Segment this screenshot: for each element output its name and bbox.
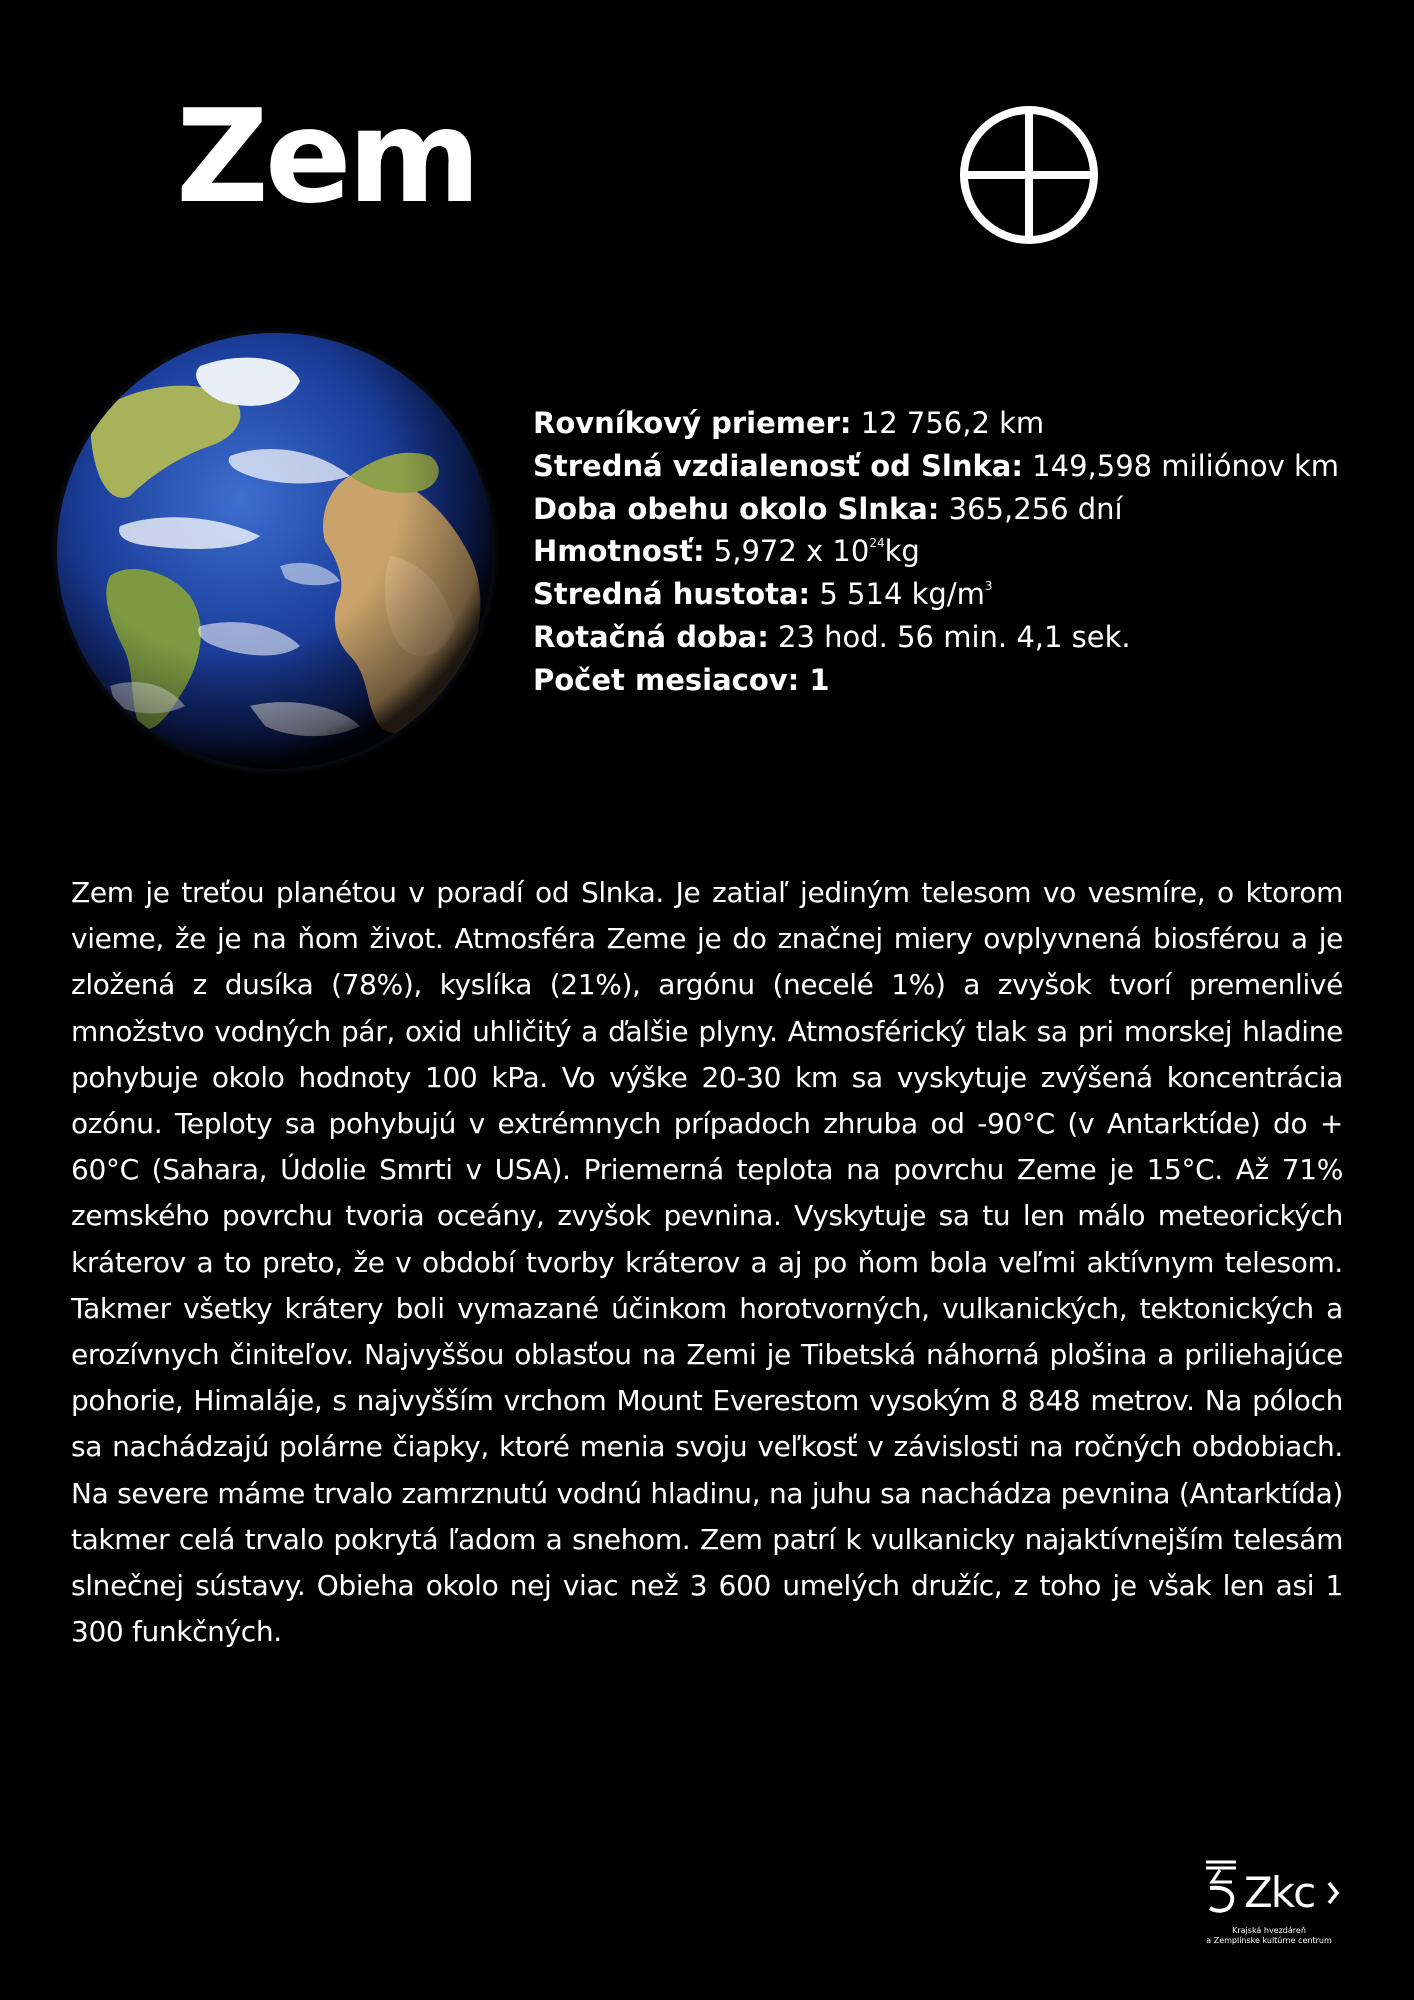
logo-subtitle-line2: a Zemplínske kultúrne centrum bbox=[1206, 1936, 1332, 1945]
fact-label: Doba obehu okolo Slnka: bbox=[533, 491, 940, 526]
chevron-right-icon bbox=[1326, 1880, 1340, 1906]
fact-value: 1 bbox=[799, 662, 830, 697]
fact-exponent: 24 bbox=[869, 536, 885, 551]
fact-mass bbox=[533, 530, 1339, 573]
fact-exponent: 3 bbox=[984, 579, 993, 594]
fact-value: 365,256 dní bbox=[939, 491, 1123, 526]
facts-list bbox=[533, 402, 1339, 702]
page-title: Zem bbox=[176, 83, 477, 232]
zkc-logo bbox=[1200, 1856, 1350, 1956]
fact-value: 149,598 miliónov km bbox=[1022, 448, 1340, 483]
fact-moon-count bbox=[533, 659, 1339, 702]
earth-globe-image bbox=[50, 326, 500, 776]
fact-label: Rotačná doba: bbox=[533, 619, 769, 654]
fact-label: Rovníkový priemer: bbox=[533, 406, 852, 440]
fact-label: Počet mesiacov: bbox=[533, 662, 800, 697]
fact-value: 5 514 kg/m bbox=[810, 577, 985, 612]
fact-label: Stredná vzdialenosť od Slnka: bbox=[533, 448, 1023, 483]
earth-symbol-icon bbox=[958, 104, 1100, 246]
fact-mean-density bbox=[533, 573, 1339, 616]
fact-equatorial-diameter bbox=[533, 402, 1339, 445]
fact-label: Stredná hustota: bbox=[533, 577, 811, 612]
fact-rotation-period bbox=[533, 616, 1339, 659]
fact-orbital-period bbox=[533, 488, 1339, 531]
fact-mean-distance bbox=[533, 445, 1339, 488]
logo-subtitle-line1: Krajská hvezdáreň bbox=[1232, 1926, 1306, 1935]
fact-label: Hmotnosť: bbox=[533, 534, 705, 569]
fact-unit: kg bbox=[884, 534, 920, 569]
fact-value: 12 756,2 km bbox=[851, 406, 1045, 440]
logo-mark-icon bbox=[1200, 1856, 1244, 1916]
logo-subtitle bbox=[1204, 1926, 1334, 1946]
logo-text: Zkc bbox=[1244, 1868, 1315, 1917]
fact-value: 5,972 x 10 bbox=[704, 534, 870, 569]
description-paragraph: Zem je treťou planétou v poradí od Slnka. Je zatiaľ jediným telesom vo vesmíre, o ktorom vieme, že je na ňom život. Atmosféra Zeme je do značnej miery ovplyvnená biosférou a je zložená z dusíka (78%), kyslíka (21%), argónu (necelé 1%) a zvyšok tvorí premenlivé množstvo vodných pár, oxid uhličitý a ďalšie plyny. Atmosférický tlak sa pri morskej hladine pohybuje okolo hodnoty 100 kPa. Vo výške 20-30 km sa vyskytuje zvýšená koncentrácia ozónu. Teploty sa pohybujú v extrémnych prípadoch zhruba od -90°C (v Antarktíde) do + 60°C (Sahara, Údolie Smrti v USA). Priemerná teplota na povrchu Zeme je 15°C. Až 71% zemského povrchu tvoria oceány, zvyšok pevnina. Vyskytuje sa tu len málo meteorických kráterov a to preto, že v období tvorby kráterov a aj po ňom bola veľmi aktívnym telesom. Takmer všetky krátery boli vymazané účinkom horotvorných, vulkanických, tektonických a erozívnych činiteľov. Najvyššou oblasťou na Zemi je Tibetská náhorná plošina a priliehajúce pohorie, Himaláje, s najvyšším vrchom Mount Everestom vysokým 8 848 metrov. Na póloch sa nachádzajú polárne čiapky, ktoré menia svoju veľkosť v závislosti na ročných obdobiach. Na severe máme trvalo zamrznutú vodnú hladinu, na juhu sa nachádza pevnina (Antarktída) takmer celá trvalo pokrytá ľadom a snehom. Zem patrí k vulkanicky najaktívnejším telesám slnečnej sústavy. Obieha okolo nej viac než 3 600 umelých družíc, z toho je však len asi 1 300 funkčných. bbox=[71, 876, 1343, 1649]
fact-value: 23 hod. 56 min. 4,1 sek. bbox=[768, 619, 1131, 654]
